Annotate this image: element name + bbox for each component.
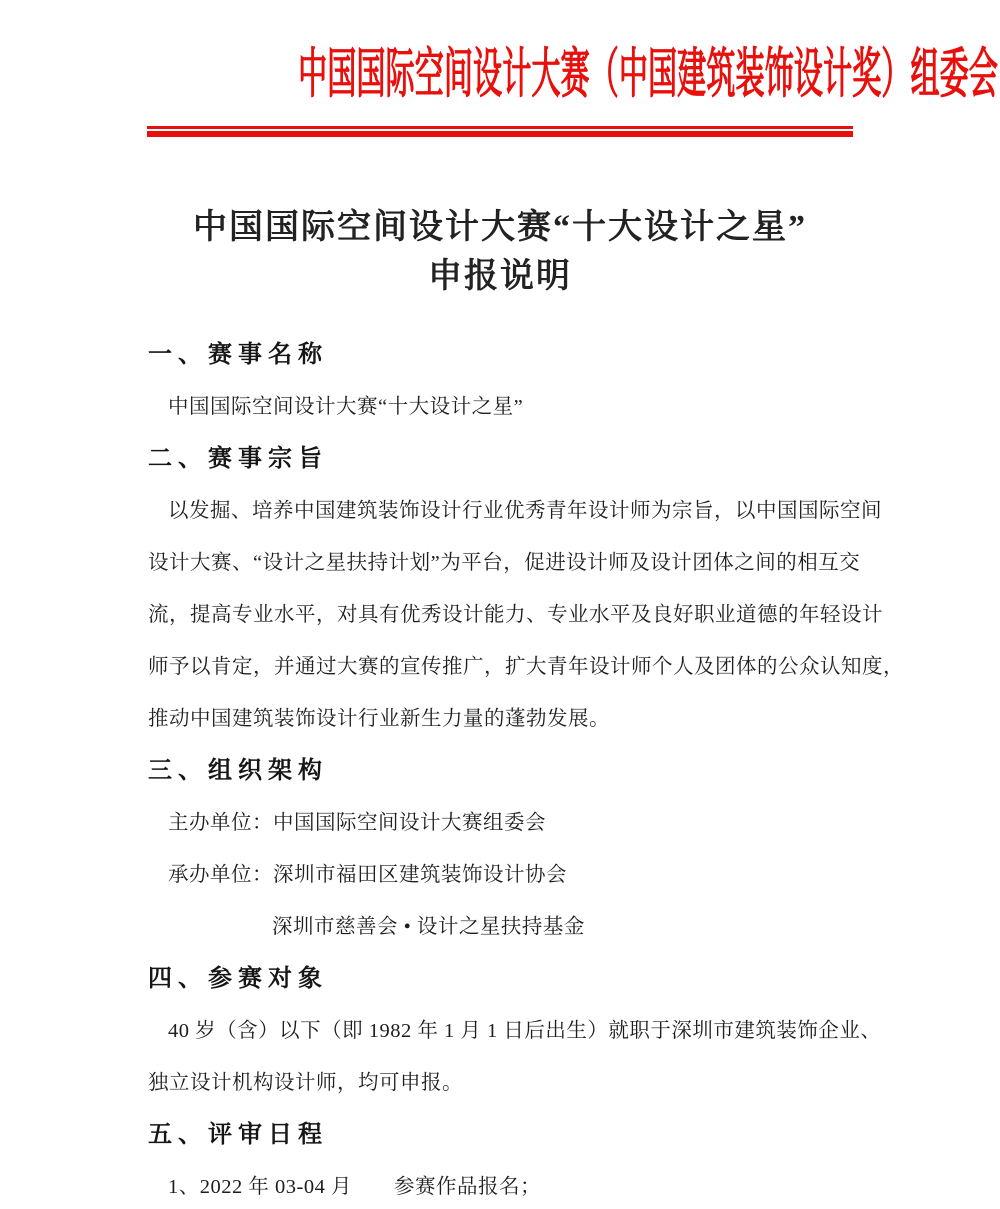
document-body [0, 329, 1000, 1209]
letterhead [0, 0, 1000, 137]
text-line: 设计大赛、“设计之星扶持计划”为平台，促进设计师及设计团体之间的相互交 [148, 552, 861, 574]
section-heading: 五、评审日程 [148, 1122, 328, 1148]
text-line: 深圳市慈善会 • 设计之星扶持基金 [272, 916, 585, 938]
text-line: 以发掘、培养中国建筑装饰设计行业优秀青年设计师为宗旨，以中国国际空间 [168, 500, 882, 522]
text-line: 40 岁（含）以下（即 1982 年 1 月 1 日后出生）就职于深圳市建筑装饰企业、 [168, 1020, 882, 1042]
text-line: 承办单位：深圳市福田区建筑装饰设计协会 [168, 864, 567, 886]
rule-thick-line [147, 131, 853, 137]
text-line: 师予以肯定，并通过大赛的宣传推广，扩大青年设计师个人及团体的公众认知度， [148, 656, 904, 678]
document-title-line2: 申报说明 [428, 258, 572, 295]
section-heading: 二、赛事宗旨 [148, 446, 328, 472]
section-heading: 三、组织架构 [148, 758, 328, 784]
document-title [0, 203, 1000, 301]
document-title-line1: 中国国际空间设计大赛“十大设计之星” [193, 209, 807, 246]
text-line: 独立设计机构设计师，均可申报。 [148, 1072, 463, 1094]
letterhead-rule [147, 126, 853, 137]
section-heading: 四、参赛对象 [148, 966, 328, 992]
section-heading: 一、赛事名称 [148, 342, 328, 368]
letterhead-org-title: 中国国际空间设计大赛（中国建筑装饰设计奖）组委会 [298, 44, 998, 104]
text-line: 中国国际空间设计大赛“十大设计之星” [168, 396, 524, 418]
text-line: 推动中国建筑装饰设计行业新生力量的蓬勃发展。 [148, 708, 610, 730]
text-line: 1、2022 年 03-04 月 参赛作品报名； [168, 1176, 541, 1198]
text-line: 流，提高专业水平，对具有优秀设计能力、专业水平及良好职业道德的年轻设计 [148, 604, 883, 626]
text-line: 主办单位：中国国际空间设计大赛组委会 [168, 812, 546, 834]
